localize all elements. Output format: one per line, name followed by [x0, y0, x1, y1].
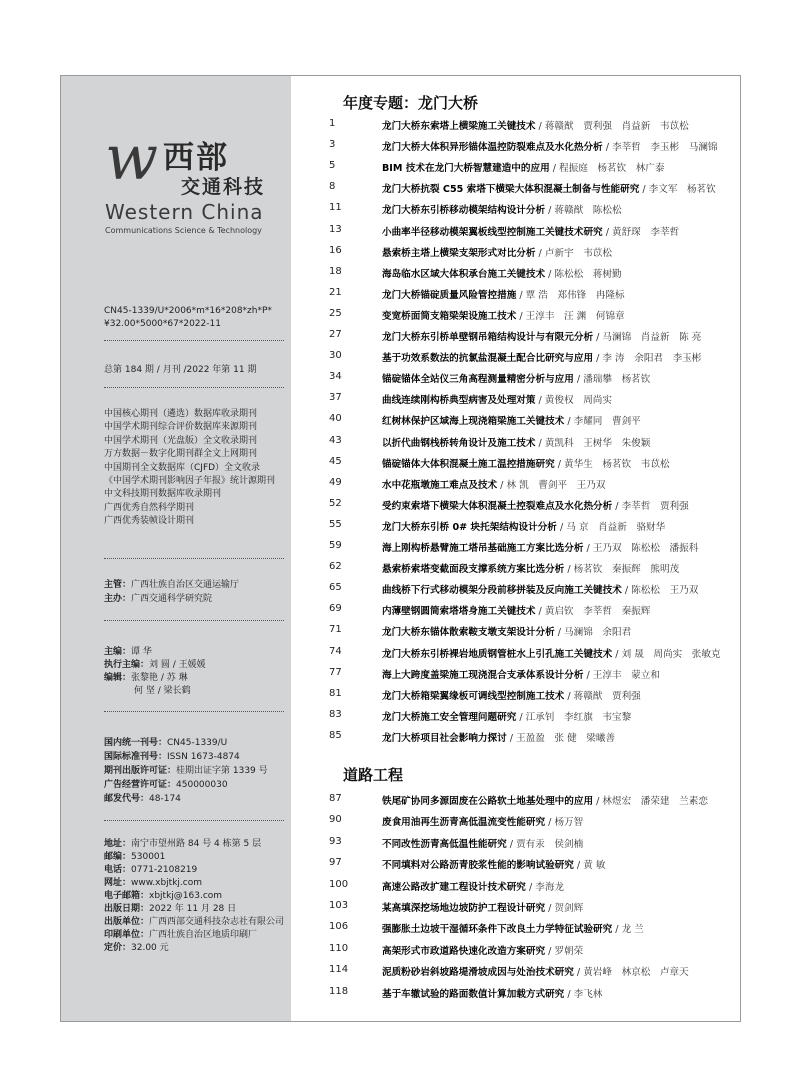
publisher-label: 出版单位： [104, 917, 150, 927]
toc-article-title: 强膨胀土边坡干湿循环条件下改良土力学特征试验研究 [382, 924, 613, 936]
exec-editor-label: 执行主编： [104, 660, 150, 670]
toc-page-number: 85 [329, 729, 342, 741]
toc-page-number: 18 [329, 265, 342, 277]
logo-en-line1: Western China [105, 200, 264, 224]
editors-2: 何 坚 / 梁长鹤 [134, 686, 191, 696]
host: 广西交通科学研究院 [131, 594, 213, 604]
logo-cn-line1: 西部 [163, 140, 229, 176]
issue-info: 总第 184 期 / 月刊 /2022 年第 11 期 [104, 365, 257, 375]
editor-label: 主编： [104, 647, 132, 657]
toc-authors: 黄俊权 周尚实 [544, 395, 612, 407]
toc-article-title: 内薄壁钢圆筒索塔塔身施工关键技术 [382, 606, 536, 618]
toc-authors: 黄启钦 李莘哲 秦振辉 [544, 606, 651, 618]
editor: 谭 华 [131, 647, 152, 657]
toc-page-number: 69 [329, 603, 342, 615]
toc-article-title: 小曲率半径移动模架翼板线型控制施工关键技术研究 [382, 226, 603, 238]
toc-article-title: 龙门大桥东引桥移动模架结构设计分析 [382, 205, 546, 217]
toc-article-title: 龙门大桥施工安全管理问题研究 [382, 711, 517, 723]
sidebar [61, 76, 291, 1021]
toc-entry[interactable] [291, 879, 740, 897]
toc-separator: / [535, 606, 545, 618]
printer-label: 印刷单位： [104, 930, 150, 940]
toc-article-title: 水中花瓶墩施工难点及技术 [382, 479, 498, 491]
phone-label: 电话： [104, 865, 132, 875]
toc-separator: / [593, 353, 603, 365]
toc-page-number: 45 [329, 455, 342, 467]
price-label: 定价： [104, 943, 132, 953]
toc-separator: / [516, 289, 526, 301]
toc-entry[interactable] [291, 160, 740, 178]
toc-separator: / [545, 205, 555, 217]
toc-separator: / [525, 881, 536, 893]
toc-page-number: 59 [329, 540, 342, 551]
toc-entry[interactable] [291, 139, 740, 157]
toc-page-number: 5 [329, 160, 336, 172]
toc-entry[interactable] [291, 814, 740, 832]
toc-page-number: 27 [329, 329, 342, 340]
toc-authors: 陈松松 蒋树勤 [554, 268, 622, 280]
toc-authors: 陈松松 王乃双 [631, 585, 699, 597]
toc-entry[interactable] [291, 667, 740, 685]
indexing-item: 万方数据－数字化期刊群全文上网期刊 [104, 449, 258, 460]
toc-separator: / [573, 967, 584, 979]
toc-page-number: 3 [329, 139, 336, 151]
editors-label: 编辑： [104, 673, 132, 683]
toc-authors: 程振庭 杨茗钦 林广泰 [559, 163, 665, 175]
toc-authors: 贺剑辉 [554, 903, 584, 914]
pub-date: 2022 年 11 月 28 日 [149, 904, 237, 914]
ad-permit: 450000030 [176, 780, 228, 790]
toc-page-number: 90 [329, 814, 342, 826]
toc-entry[interactable] [291, 118, 740, 136]
toc-article-title: 锚碇锚体大体积混凝土施工温控措施研究 [382, 458, 555, 470]
toc-separator: / [564, 988, 574, 1000]
toc-separator: / [612, 500, 622, 512]
toc-page-number: 97 [329, 857, 342, 869]
toc-article-title: 悬索桥主塔上横梁支架形式对比分析 [382, 247, 536, 259]
toc-article-title: 变宽桥面筒支箱梁架设施工技术 [382, 310, 517, 322]
toc-separator: / [556, 521, 567, 533]
toc-article-title: 龙门大桥锚碇质量风险管控措施 [382, 289, 517, 301]
toc-page-number: 43 [329, 434, 342, 446]
price: 32.00 元 [131, 943, 169, 953]
toc-article-title: 龙门大桥箱梁翼缘板可调线型控制施工技术 [382, 690, 565, 702]
toc-separator: / [554, 627, 565, 639]
toc-page-number: 110 [329, 942, 349, 954]
toc-authors: 黄岩峰 林京松 卢章天 [583, 967, 689, 979]
toc-entry[interactable] [291, 836, 740, 854]
toc-entry[interactable] [291, 371, 740, 389]
toc-page-number: 118 [329, 985, 349, 997]
toc-page-number: 37 [329, 392, 342, 404]
web-url[interactable]: www.xbjtkj.com [131, 878, 202, 888]
toc-entry[interactable] [291, 900, 740, 918]
toc-separator: / [516, 711, 526, 723]
cn-number: CN45-1339/U [167, 738, 228, 748]
toc-authors: 李文军 杨茗钦 [648, 184, 716, 196]
code-line2: ¥32.00*5000*67*2022-11 [104, 319, 221, 329]
indexing-item: 广西优秀装帧设计期刊 [104, 516, 195, 527]
email-label: 电子邮箱： [104, 891, 150, 901]
post-code: 48-174 [149, 794, 181, 804]
toc-separator: / [583, 669, 593, 681]
toc-page-number: 71 [329, 624, 342, 636]
toc-entry[interactable] [291, 392, 740, 410]
toc-authors: 龙 兰 [621, 924, 644, 936]
toc-page-number: 103 [329, 900, 349, 911]
toc-article-title: 龙门大桥抗裂 C55 索塔下横梁大体积混凝土制备与性能研究 [382, 184, 640, 196]
toc-separator: / [545, 945, 555, 957]
indexing-item: 中国学术期刊综合评价数据库来源期刊 [104, 422, 258, 433]
toc-entry[interactable] [291, 350, 740, 368]
toc-page-number: 65 [329, 582, 342, 594]
toc-authors: 李飞林 [573, 988, 603, 1000]
toc-page-number: 83 [329, 708, 342, 720]
toc-entry[interactable] [291, 329, 740, 347]
toc-separator: / [554, 458, 565, 470]
toc-authors: 卢新宇 韦苡松 [544, 247, 612, 259]
publisher: 广西西部交通科技杂志社有限公司 [149, 917, 285, 927]
toc-separator: / [506, 732, 517, 744]
toc-entry[interactable] [291, 477, 740, 495]
toc-article-title: 海上刚构桥悬臂施工塔吊基础施工方案比选分析 [382, 543, 584, 554]
journal-logo [105, 121, 275, 236]
toc-authors: 覃 浩 郑伟锋 冉隆标 [525, 289, 625, 301]
indexing-item: 《中国学术期刊影响因子年报》统计源期刊 [104, 476, 276, 486]
toc-separator: / [602, 142, 612, 154]
address: 南宁市望州路 84 号 4 栋第 5 层 [131, 839, 262, 849]
toc-separator: / [593, 332, 603, 343]
toc-article-title: 泥质粉砂岩斜坡路堤滑坡成因与处治技术研究 [382, 967, 574, 979]
code-line1: CN45-1339/U*2006*m*16*208*zh*P* [104, 306, 272, 316]
issn-number: ISSN 1673-4874 [167, 752, 240, 762]
toc-separator: / [535, 437, 545, 449]
toc-page-number: 1 [329, 118, 336, 129]
toc-page-number: 25 [329, 307, 342, 319]
divider [104, 387, 284, 388]
toc-page-number: 55 [329, 518, 342, 530]
toc-entry[interactable] [291, 730, 740, 748]
toc-authors: 蒋赣猷 陈松松 [554, 205, 622, 217]
toc-article-title: 龙门大桥东索塔上横梁施工关键技术 [382, 121, 536, 132]
section-title: 道路工程 [343, 766, 404, 784]
toc-entry[interactable] [291, 688, 740, 706]
toc-entry[interactable] [291, 519, 740, 537]
toc-page-number: 74 [329, 645, 342, 657]
toc-page-number: 30 [329, 350, 342, 362]
toc-article-title: 龙门大桥东锚体散索鞍支墩支架设计分析 [382, 627, 555, 639]
toc-page-number: 100 [329, 878, 349, 890]
toc-authors: 黄舒琛 李莘哲 [612, 226, 680, 238]
toc-article-title: 基于功效系数法的抗氯盐混凝土配合比研究与应用 [382, 353, 594, 365]
toc-article-title: 不同填料对公路沥青胶浆性能的影响试验研究 [382, 860, 574, 872]
toc-separator: / [564, 690, 574, 702]
phone: 0771-2108219 [131, 865, 198, 875]
toc-page-number: 11 [329, 202, 342, 214]
toc-page-number: 21 [329, 286, 342, 298]
toc-entry[interactable] [291, 624, 740, 642]
toc-separator: / [621, 585, 632, 597]
indexing-item: 中文科技期刊数据库收录期刊 [104, 489, 222, 500]
toc-article-title: 龙门大桥东引桥单壁钢吊箱结构设计与有限元分析 [382, 332, 594, 343]
toc-article-title: 红树林保护区域海上现浇箱梁施工关键技术 [382, 416, 565, 428]
zip-label: 邮编： [104, 852, 132, 862]
toc-separator: / [545, 268, 555, 280]
toc-authors: 李 涛 余阳君 李玉彬 [602, 353, 702, 365]
toc-entry[interactable] [291, 921, 740, 939]
toc-page-number: 77 [329, 666, 342, 678]
divider [104, 820, 284, 821]
toc-separator: / [612, 924, 622, 936]
toc-authors: 潘瑞攀 杨茗钦 [583, 374, 651, 386]
toc-page-number: 106 [329, 921, 349, 933]
toc-separator: / [602, 226, 612, 238]
divider [104, 340, 284, 341]
sponsor-label: 主管： [104, 580, 132, 590]
toc-authors: 李耀同 曹剑平 [573, 416, 641, 428]
logo-cn-line2: 交通科技 [181, 176, 266, 198]
host-label: 主办： [104, 594, 132, 604]
toc-article-title: 锚碇锚体全站仪三角高程测量精密分析与应用 [382, 374, 574, 386]
email[interactable]: xbjtkj@163.com [149, 891, 223, 901]
toc-entry[interactable] [291, 561, 740, 579]
toc-entry[interactable] [291, 943, 740, 961]
toc-entry[interactable] [291, 266, 740, 284]
toc-authors: 马澜锦 肖益新 陈 亮 [602, 332, 702, 343]
toc-separator: / [545, 903, 555, 914]
toc-article-title: 某高填深挖场地边坡防护工程设计研究 [382, 903, 546, 914]
toc-article-title: 海上大跨度盖梁施工现浇混合支承体系设计分析 [382, 669, 584, 681]
sponsor: 广西壮族自治区交通运输厅 [131, 580, 240, 590]
divider [104, 558, 284, 559]
indexing-item: 中国核心期刊（遴选）数据库收录期刊 [104, 409, 258, 419]
toc-separator: / [573, 860, 584, 872]
toc-entry[interactable] [291, 181, 740, 199]
toc-separator: / [564, 564, 574, 576]
toc-article-title: 曲线桥下行式移动模架分段前移拼装及反向施工关键技术 [382, 585, 622, 597]
toc-article-title: 龙门大桥东引桥 0# 块托架结构设计分析 [382, 521, 557, 533]
toc-authors: 王淳丰 汪 渊 何锦章 [525, 310, 625, 322]
toc-article-title: 以折代曲钢栈桥转角设计及施工技术 [382, 437, 536, 449]
web-label: 网址： [104, 878, 132, 888]
issn-label: 国际标准刊号： [104, 752, 168, 762]
toc-authors: 王淳丰 蒙立和 [592, 669, 660, 681]
indexing-item: 中国学术期刊（光盘版）全文收录期刊 [104, 435, 258, 446]
toc-page-number: 87 [329, 793, 342, 804]
toc-article-title: 铁尾矿协同多源固废在公路软土地基处理中的应用 [382, 796, 594, 807]
toc-article-title: 废食用油再生沥青高低温流变性能研究 [382, 817, 546, 829]
table-of-contents [291, 76, 740, 1021]
toc-separator: / [639, 184, 649, 196]
section-title: 年度专题：龙门大桥 [343, 94, 479, 112]
permit: 桂期出证字第 1339 号 [176, 766, 268, 776]
toc-authors: 江承钊 李红旗 韦宝黎 [525, 711, 632, 723]
toc-separator: / [593, 796, 603, 807]
toc-authors: 李莘哲 贾利强 [621, 500, 689, 512]
toc-page-number: 49 [329, 476, 342, 488]
toc-article-title: 龙门大桥东引桥裸岩地质钢管桩水上引孔施工关键技术 [382, 648, 613, 660]
ad-label: 广告经营许可证： [104, 780, 177, 790]
editors-1: 张黎艳 / 苏 琳 [131, 673, 188, 683]
toc-authors: 李海龙 [535, 881, 565, 893]
toc-separator: / [535, 121, 545, 132]
toc-entry[interactable] [291, 540, 740, 558]
toc-article-title: 海岛临水区域大体积承台施工关键技术 [382, 268, 546, 280]
toc-authors: 刘 晟 周尚实 张敏克 [621, 648, 721, 660]
logo-en-line2: Communications Science & Technology [105, 226, 262, 235]
toc-entry[interactable] [291, 287, 740, 305]
toc-article-title: 受约束索塔下横梁大体积混凝土控裂难点及水化热分析 [382, 500, 613, 512]
toc-entry[interactable] [291, 964, 740, 982]
toc-separator: / [497, 479, 507, 491]
toc-page-number: 16 [329, 244, 342, 256]
divider [104, 620, 284, 621]
printer: 广西壮族自治区地质印刷厂 [149, 930, 258, 940]
toc-entry[interactable] [291, 857, 740, 875]
toc-page-number: 13 [329, 223, 342, 235]
toc-separator: / [516, 310, 526, 322]
toc-separator: / [506, 838, 517, 850]
toc-page-number: 114 [329, 964, 349, 976]
toc-authors: 李莘哲 李玉彬 马澜锦 [612, 142, 718, 154]
toc-article-title: 基于车辙试验的路面数值计算加载方式研究 [382, 988, 565, 1000]
toc-page-number: 34 [329, 371, 342, 383]
toc-authors: 杨万智 [554, 817, 584, 829]
toc-entry[interactable] [291, 413, 740, 431]
toc-separator: / [535, 247, 545, 259]
toc-article-title: 高速公路改扩建工程设计技术研究 [382, 881, 526, 893]
toc-authors: 马澜锦 余阳君 [564, 627, 632, 639]
toc-authors: 王乃双 陈松松 潘振科 [592, 543, 699, 554]
toc-entry[interactable] [291, 435, 740, 453]
toc-authors: 王盈盈 张 健 梁曦善 [516, 732, 616, 744]
toc-entry[interactable] [291, 202, 740, 220]
toc-entry[interactable] [291, 603, 740, 621]
toc-authors: 黄凯科 王树华 朱俊颖 [544, 437, 651, 449]
divider [104, 711, 284, 712]
toc-article-title: 曲线连续刚构桥典型病害及处理对策 [382, 395, 536, 407]
toc-entry[interactable] [291, 793, 740, 811]
toc-page-number: 8 [329, 181, 336, 193]
toc-entry[interactable] [291, 245, 740, 263]
toc-separator: / [564, 416, 574, 428]
toc-authors: 黄 敏 [583, 860, 606, 872]
indexing-item: 广西优秀自然科学期刊 [104, 502, 195, 513]
toc-separator: / [545, 817, 555, 829]
toc-page-number: 81 [329, 687, 342, 699]
toc-article-title: BIM 技术在龙门大桥智慧建造中的应用 [382, 163, 550, 175]
toc-entry[interactable] [291, 709, 740, 727]
toc-authors: 罗朝荣 [554, 945, 584, 957]
toc-page-number: 62 [329, 561, 342, 573]
toc-entry[interactable] [291, 498, 740, 516]
indexing-item: 中国期刊全文数据库（CJFD）全文收录 [104, 462, 261, 473]
toc-page-number: 52 [329, 497, 342, 509]
toc-authors: 马 京 肖益新 骆财华 [566, 521, 666, 533]
toc-entry[interactable] [291, 456, 740, 474]
toc-authors: 蒋赣猷 贾利强 [573, 690, 641, 702]
toc-entry[interactable] [291, 224, 740, 242]
toc-entry[interactable] [291, 986, 740, 1004]
cn-label: 国内统一刊号： [104, 738, 168, 748]
toc-article-title: 高架形式市政道路快速化改造方案研究 [382, 945, 546, 957]
address-label: 地址： [104, 839, 132, 849]
toc-authors: 蒋赣猷 贾利强 肖益新 韦苡松 [544, 121, 689, 132]
toc-authors: 林煜宏 潘荣建 兰素恋 [602, 796, 708, 807]
toc-article-title: 不同改性沥青高低温性能研究 [382, 838, 507, 850]
toc-article-title: 悬索桥索塔变截面段支撑系统方案比选分析 [382, 564, 565, 576]
toc-page-number: 93 [329, 835, 342, 847]
toc-authors: 黄华生 杨茗钦 韦苡松 [564, 458, 670, 470]
toc-separator: / [583, 543, 593, 554]
toc-page-number: 40 [329, 413, 342, 425]
toc-separator: / [573, 374, 584, 386]
toc-separator: / [612, 648, 622, 660]
toc-entry[interactable] [291, 646, 740, 664]
toc-authors: 杨茗钦 秦振辉 熊明茂 [573, 564, 680, 576]
permit-label: 期刊出版许可证： [104, 766, 177, 776]
toc-separator: / [535, 395, 545, 407]
toc-article-title: 龙门大桥大体积异形锚体温控防裂难点及水化热分析 [382, 142, 603, 154]
logo-letter: w [105, 121, 159, 194]
toc-authors: 贾有汞 侯剑楠 [516, 838, 584, 850]
toc-separator: / [549, 163, 560, 175]
exec-editor: 刘 圆 / 王媛媛 [149, 660, 206, 670]
toc-article-title: 龙门大桥项目社会影响力探讨 [382, 732, 507, 744]
date-label: 出版日期： [104, 904, 150, 914]
toc-entry[interactable] [291, 582, 740, 600]
zip: 530001 [131, 852, 166, 862]
toc-authors: 林 凯 曹剑平 王乃双 [506, 479, 606, 491]
toc-entry[interactable] [291, 308, 740, 326]
post-label: 邮发代号： [104, 794, 150, 804]
